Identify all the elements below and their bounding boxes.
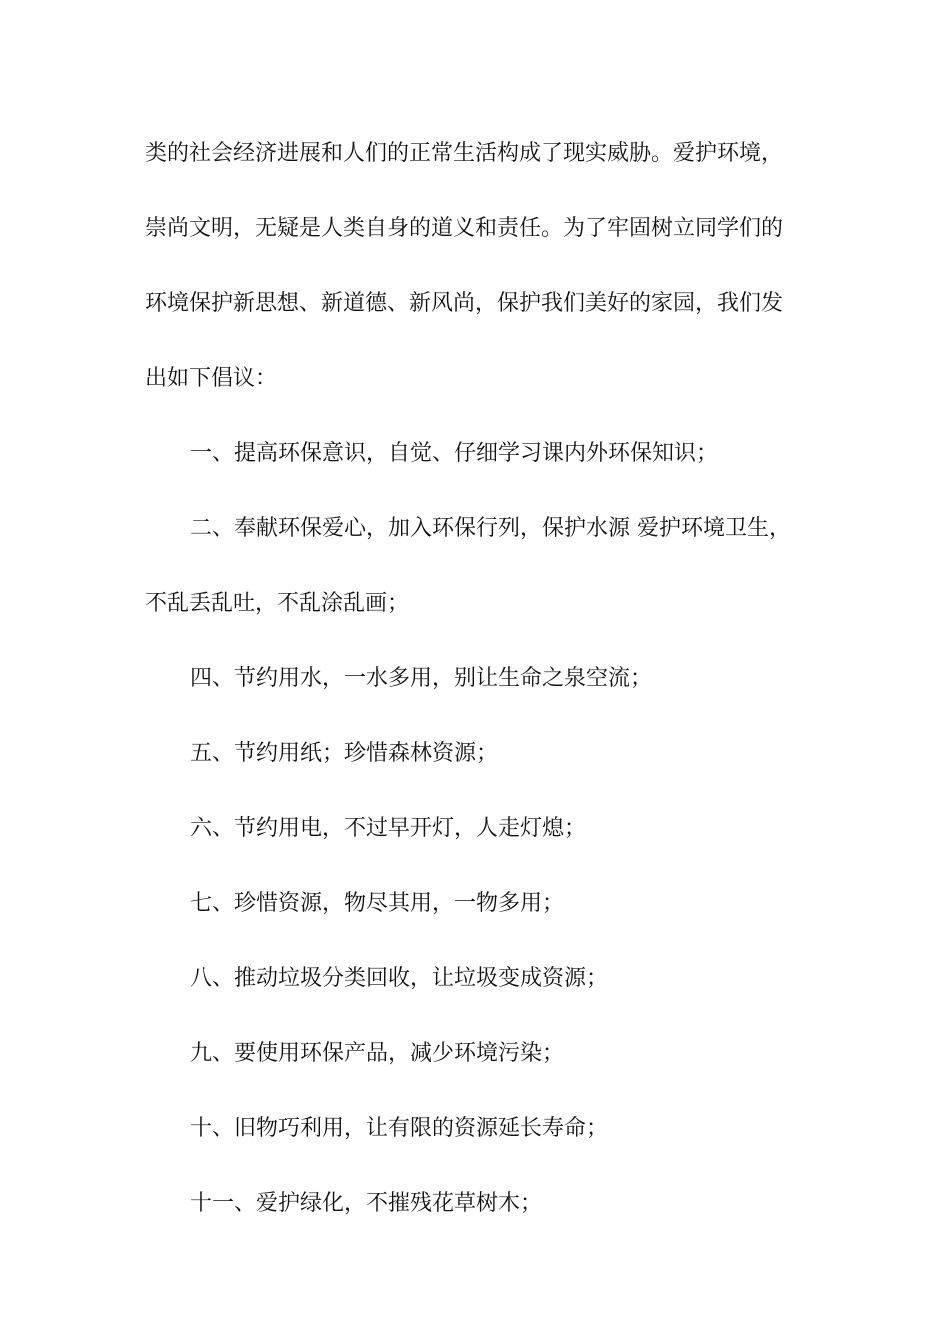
list-item: 一、提高环保意识，自觉、仔细学习课内外环保知识；: [190, 441, 719, 466]
list-item: 五、节约用纸；珍惜森林资源；: [190, 741, 499, 766]
list-item: 七、珍惜资源，物尽其用，一物多用；: [190, 891, 565, 916]
document-body: [145, 132, 815, 1257]
list-item: 九、要使用环保产品，减少环境污染；: [190, 1041, 565, 1066]
list-item: 十、旧物巧利用，让有限的资源延长寿命；: [190, 1116, 609, 1141]
paragraph-line: 环境保护新思想、新道德、新风尚，保护我们美好的家园，我们发: [145, 291, 784, 316]
paragraph-line: 出如下倡议：: [145, 366, 278, 391]
list-item: 二、奉献环保爱心，加入环保行列，保护水源 爱护环境卫生，: [190, 516, 791, 541]
paragraph-line: 类的社会经济进展和人们的正常生活构成了现实威胁。爱护环境，: [145, 141, 784, 166]
list-item-continuation: 不乱丢乱吐，不乱涂乱画；: [145, 591, 410, 616]
list-item: 十一、爱护绿化，不摧残花草树木；: [190, 1191, 543, 1216]
list-item: 六、节约用电，不过早开灯，人走灯熄；: [190, 816, 587, 841]
paragraph-line: 崇尚文明，无疑是人类自身的道义和责任。为了牢固树立同学们的: [145, 216, 784, 241]
list-item: 八、推动垃圾分类回收，让垃圾变成资源；: [190, 966, 609, 991]
list-item: 四、节约用水，一水多用，别让生命之泉空流；: [190, 666, 653, 691]
